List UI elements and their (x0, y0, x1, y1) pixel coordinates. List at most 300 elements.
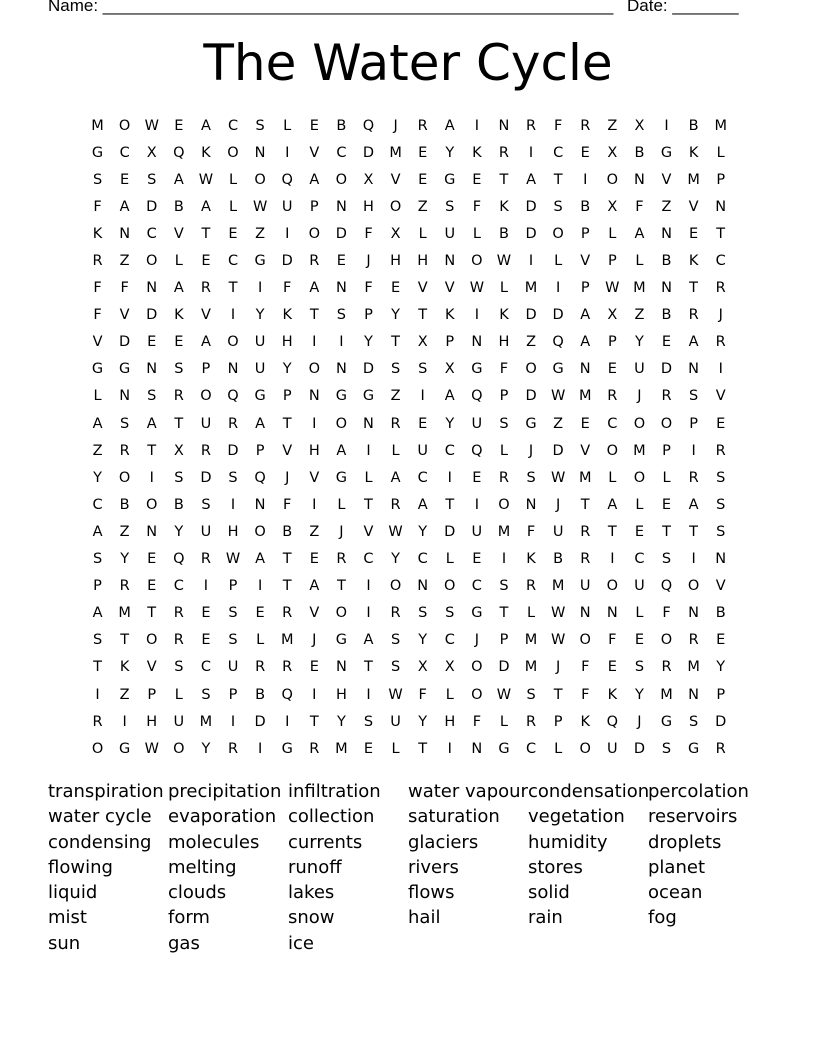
grid-letter[interactable]: C (417, 469, 428, 486)
grid-letter[interactable]: N (688, 686, 700, 703)
grid-letter[interactable]: N (688, 605, 700, 622)
grid-letter[interactable]: J (637, 388, 642, 405)
grid-letter[interactable]: N (335, 198, 347, 215)
grid-letter[interactable]: A (336, 442, 347, 459)
grid-letter[interactable]: I (664, 117, 669, 134)
grid-letter[interactable]: S (526, 469, 536, 486)
grid-letter[interactable]: M (524, 280, 538, 297)
grid-letter[interactable]: S (147, 171, 157, 188)
grid-letter[interactable]: I (528, 253, 534, 270)
grid-letter[interactable]: T (364, 496, 373, 513)
grid-letter[interactable]: W (550, 632, 566, 649)
grid-letter[interactable]: I (718, 361, 723, 378)
grid-letter[interactable]: O (606, 442, 619, 459)
grid-letter[interactable]: S (716, 523, 726, 540)
grid-letter[interactable]: R (282, 605, 293, 622)
grid-letter[interactable]: E (418, 415, 428, 432)
grid-letter[interactable]: Y (445, 144, 455, 161)
grid-letter[interactable]: R (390, 496, 401, 513)
grid-letter[interactable]: Z (119, 686, 130, 703)
grid-letter[interactable]: R (390, 605, 401, 622)
grid-letter[interactable]: F (364, 280, 373, 297)
grid-letter[interactable]: R (92, 253, 103, 270)
grid-letter[interactable]: U (417, 442, 428, 459)
grid-letter[interactable]: F (635, 198, 644, 215)
grid-letter[interactable]: X (417, 334, 428, 351)
grid-letter[interactable]: E (309, 659, 319, 676)
grid-letter[interactable]: D (444, 523, 456, 540)
grid-letter[interactable]: J (556, 496, 561, 513)
grid-letter[interactable]: N (606, 605, 618, 622)
grid-letter[interactable]: G (119, 361, 131, 378)
grid-letter[interactable]: E (580, 144, 590, 161)
grid-letter[interactable]: R (200, 551, 211, 568)
grid-letter[interactable]: M (118, 605, 131, 622)
grid-letter[interactable]: D (362, 361, 375, 378)
grid-letter[interactable]: U (254, 334, 266, 351)
grid-letter[interactable]: B (336, 117, 347, 134)
grid-letter[interactable]: D (660, 361, 673, 378)
grid-letter[interactable]: Y (120, 551, 130, 568)
grid-letter[interactable]: H (390, 253, 402, 270)
grid-letter[interactable]: N (715, 551, 727, 568)
grid-letter[interactable]: E (661, 496, 672, 513)
grid-letter[interactable]: G (471, 361, 483, 378)
grid-letter[interactable]: O (660, 632, 673, 649)
grid-letter[interactable]: R (688, 469, 699, 486)
grid-letter[interactable]: R (227, 740, 239, 757)
grid-letter[interactable]: N (308, 388, 320, 405)
grid-letter[interactable]: R (688, 307, 699, 324)
grid-letter[interactable]: H (146, 713, 158, 730)
grid-letter[interactable]: E (418, 144, 428, 161)
grid-letter[interactable]: T (607, 523, 617, 540)
grid-letter[interactable]: T (553, 171, 563, 188)
grid-letter[interactable]: A (173, 171, 184, 188)
grid-letter[interactable]: C (227, 253, 239, 270)
grid-letter[interactable]: A (309, 578, 320, 595)
grid-letter[interactable]: A (688, 496, 699, 513)
grid-letter[interactable]: O (552, 225, 564, 242)
grid-letter[interactable]: U (173, 713, 185, 730)
grid-letter[interactable]: P (716, 171, 726, 188)
grid-letter[interactable]: M (687, 171, 700, 188)
grid-letter[interactable]: I (339, 334, 344, 351)
grid-letter[interactable]: I (610, 551, 615, 568)
grid-letter[interactable]: O (471, 686, 483, 703)
grid-letter[interactable]: O (173, 740, 185, 757)
grid-letter[interactable]: T (336, 578, 346, 595)
grid-letter[interactable]: O (579, 740, 591, 757)
grid-letter[interactable]: V (417, 280, 428, 297)
grid-letter[interactable]: W (198, 171, 214, 188)
grid-letter[interactable]: H (417, 253, 429, 270)
grid-letter[interactable]: S (499, 578, 509, 595)
grid-letter[interactable]: S (716, 469, 726, 486)
grid-letter[interactable]: T (418, 740, 428, 757)
grid-letter[interactable]: L (228, 198, 238, 215)
grid-letter[interactable]: R (119, 442, 130, 459)
grid-letter[interactable]: Q (660, 578, 673, 595)
grid-letter[interactable]: H (227, 523, 239, 540)
grid-letter[interactable]: T (147, 442, 157, 459)
grid-letter[interactable]: O (146, 496, 158, 513)
grid-letter[interactable]: S (499, 415, 509, 432)
grid-letter[interactable]: V (309, 144, 320, 161)
grid-letter[interactable]: Y (418, 713, 428, 730)
grid-letter[interactable]: C (363, 551, 374, 568)
grid-letter[interactable]: E (634, 523, 644, 540)
grid-letter[interactable]: L (93, 388, 102, 405)
grid-letter[interactable]: K (499, 307, 509, 324)
grid-letter[interactable]: S (201, 686, 211, 703)
grid-letter[interactable]: B (580, 198, 591, 215)
grid-letter[interactable]: R (526, 578, 537, 595)
grid-letter[interactable]: O (606, 578, 619, 595)
grid-letter[interactable]: P (309, 198, 319, 215)
grid-letter[interactable]: I (366, 578, 371, 595)
grid-letter[interactable]: A (634, 225, 645, 242)
grid-letter[interactable]: T (689, 523, 699, 540)
grid-letter[interactable]: I (285, 225, 290, 242)
grid-letter[interactable]: Q (606, 713, 619, 730)
grid-letter[interactable]: A (444, 388, 455, 405)
grid-letter[interactable]: P (607, 253, 617, 270)
grid-letter[interactable]: A (363, 632, 374, 649)
grid-letter[interactable]: R (661, 388, 672, 405)
grid-letter[interactable]: O (579, 632, 591, 649)
grid-letter[interactable]: L (391, 740, 400, 757)
grid-letter[interactable]: N (363, 415, 374, 432)
grid-letter[interactable]: O (227, 144, 239, 161)
grid-letter[interactable]: N (471, 334, 483, 351)
grid-letter[interactable]: O (335, 415, 348, 432)
grid-letter[interactable]: A (200, 117, 211, 134)
grid-letter[interactable]: S (716, 496, 726, 513)
grid-letter[interactable]: R (498, 144, 509, 161)
grid-letter[interactable]: S (634, 659, 645, 676)
grid-letter[interactable]: U (390, 713, 401, 730)
grid-letter[interactable]: E (716, 415, 726, 432)
grid-letter[interactable]: L (499, 713, 508, 730)
grid-letter[interactable]: O (146, 632, 158, 649)
grid-letter[interactable]: Y (634, 334, 644, 351)
grid-letter[interactable]: Z (309, 523, 320, 540)
grid-letter[interactable]: S (661, 740, 672, 757)
grid-letter[interactable]: E (201, 632, 211, 649)
grid-letter[interactable]: K (472, 144, 482, 161)
grid-letter[interactable]: S (418, 605, 428, 622)
grid-letter[interactable]: T (391, 334, 400, 351)
grid-letter[interactable]: N (579, 605, 591, 622)
grid-letter[interactable]: F (418, 686, 427, 703)
grid-letter[interactable]: M (578, 388, 592, 405)
grid-letter[interactable]: K (174, 307, 184, 324)
grid-letter[interactable]: O (444, 578, 456, 595)
grid-letter[interactable]: Z (661, 198, 672, 215)
grid-letter[interactable]: M (335, 740, 348, 757)
grid-letter[interactable]: V (715, 388, 726, 405)
grid-letter[interactable]: R (227, 415, 239, 432)
grid-letter[interactable]: L (364, 469, 373, 486)
grid-letter[interactable]: S (228, 605, 238, 622)
grid-letter[interactable]: P (445, 334, 455, 351)
grid-letter[interactable]: U (200, 523, 212, 540)
grid-letter[interactable]: Y (93, 469, 102, 486)
grid-letter[interactable]: R (200, 442, 211, 459)
grid-letter[interactable]: I (95, 686, 100, 703)
grid-letter[interactable]: T (282, 578, 292, 595)
grid-letter[interactable]: C (146, 225, 157, 242)
grid-letter[interactable]: T (147, 605, 157, 622)
grid-letter[interactable]: G (552, 361, 564, 378)
grid-letter[interactable]: C (227, 117, 239, 134)
grid-letter[interactable]: E (472, 469, 482, 486)
grid-letter[interactable]: A (173, 280, 184, 297)
grid-letter[interactable]: P (607, 334, 617, 351)
grid-letter[interactable]: B (119, 496, 130, 513)
grid-letter[interactable]: D (498, 659, 510, 676)
grid-letter[interactable]: I (312, 686, 317, 703)
grid-letter[interactable]: J (393, 117, 398, 134)
grid-letter[interactable]: N (119, 225, 131, 242)
grid-letter[interactable]: Y (255, 307, 265, 324)
grid-letter[interactable]: N (715, 198, 727, 215)
grid-letter[interactable]: P (228, 578, 238, 595)
grid-letter[interactable]: Y (282, 361, 292, 378)
grid-letter[interactable]: L (337, 496, 346, 513)
grid-letter[interactable]: I (257, 578, 263, 595)
grid-letter[interactable]: P (499, 388, 509, 405)
grid-letter[interactable]: A (309, 171, 320, 188)
grid-letter[interactable]: N (119, 388, 131, 405)
grid-letter[interactable]: A (92, 415, 103, 432)
grid-letter[interactable]: E (255, 605, 265, 622)
grid-letter[interactable]: T (201, 225, 211, 242)
grid-letter[interactable]: Y (634, 686, 644, 703)
grid-letter[interactable]: E (607, 361, 617, 378)
grid-letter[interactable]: Q (254, 469, 266, 486)
grid-letter[interactable]: H (498, 334, 510, 351)
grid-letter[interactable]: N (661, 225, 672, 242)
grid-letter[interactable]: A (526, 171, 536, 188)
grid-letter[interactable]: N (254, 496, 266, 513)
grid-letter[interactable]: N (146, 280, 158, 297)
grid-letter[interactable]: W (252, 198, 268, 215)
grid-letter[interactable]: E (309, 117, 319, 134)
grid-letter[interactable]: M (660, 686, 673, 703)
grid-letter[interactable]: Z (417, 198, 428, 215)
grid-letter[interactable]: O (200, 388, 212, 405)
grid-letter[interactable]: A (200, 198, 211, 215)
grid-letter[interactable]: O (254, 523, 266, 540)
grid-letter[interactable]: U (200, 415, 212, 432)
grid-letter[interactable]: Q (471, 442, 483, 459)
grid-letter[interactable]: A (200, 334, 211, 351)
grid-letter[interactable]: F (581, 659, 590, 676)
grid-letter[interactable]: U (552, 523, 564, 540)
grid-letter[interactable]: B (661, 307, 672, 324)
grid-letter[interactable]: S (445, 605, 455, 622)
grid-letter[interactable]: R (309, 740, 320, 757)
grid-letter[interactable]: G (91, 361, 104, 378)
grid-letter[interactable]: H (308, 442, 320, 459)
grid-letter[interactable]: I (366, 442, 371, 459)
grid-letter[interactable]: L (527, 605, 536, 622)
grid-letter[interactable]: D (200, 469, 212, 486)
grid-letter[interactable]: R (661, 659, 672, 676)
grid-letter[interactable]: M (524, 659, 538, 676)
grid-letter[interactable]: C (336, 144, 347, 161)
grid-letter[interactable]: Y (336, 713, 346, 730)
grid-letter[interactable]: H (335, 686, 347, 703)
grid-letter[interactable]: D (227, 442, 239, 459)
grid-letter[interactable]: T (282, 551, 292, 568)
grid-letter[interactable]: O (146, 253, 158, 270)
grid-letter[interactable]: L (499, 280, 508, 297)
grid-letter[interactable]: R (336, 551, 347, 568)
grid-letter[interactable]: O (118, 117, 131, 134)
grid-letter[interactable]: R (715, 442, 726, 459)
grid-letter[interactable]: K (282, 307, 292, 324)
grid-letter[interactable]: W (388, 686, 403, 703)
grid-letter[interactable]: S (174, 469, 184, 486)
grid-letter[interactable]: Z (255, 225, 266, 242)
grid-letter[interactable]: I (122, 713, 127, 730)
grid-letter[interactable]: I (447, 469, 452, 486)
grid-letter[interactable]: P (93, 578, 102, 595)
grid-letter[interactable]: S (228, 469, 238, 486)
grid-letter[interactable]: R (498, 469, 509, 486)
grid-letter[interactable]: R (417, 117, 428, 134)
grid-letter[interactable]: M (687, 659, 700, 676)
grid-letter[interactable]: T (309, 713, 319, 730)
grid-letter[interactable]: R (526, 117, 537, 134)
grid-letter[interactable]: X (444, 659, 455, 676)
grid-letter[interactable]: B (173, 198, 184, 215)
grid-letter[interactable]: M (199, 713, 213, 730)
grid-letter[interactable]: F (526, 523, 536, 540)
grid-letter[interactable]: E (472, 551, 482, 568)
grid-letter[interactable]: L (228, 171, 238, 188)
grid-letter[interactable]: L (608, 469, 617, 486)
grid-letter[interactable]: A (580, 334, 591, 351)
grid-letter[interactable]: P (147, 686, 157, 703)
grid-letter[interactable]: Z (526, 334, 537, 351)
grid-letter[interactable]: G (660, 144, 673, 161)
grid-letter[interactable]: I (230, 307, 236, 324)
grid-letter[interactable]: C (471, 578, 482, 595)
grid-letter[interactable]: U (444, 225, 456, 242)
grid-letter[interactable]: P (499, 632, 509, 649)
grid-letter[interactable]: I (528, 144, 534, 161)
grid-letter[interactable]: D (362, 144, 375, 161)
grid-letter[interactable]: D (715, 713, 727, 730)
grid-letter[interactable]: M (551, 578, 565, 595)
grid-letter[interactable]: L (283, 117, 292, 134)
grid-letter[interactable]: D (552, 307, 564, 324)
grid-letter[interactable]: D (525, 198, 537, 215)
grid-letter[interactable]: S (174, 659, 184, 676)
grid-letter[interactable]: V (688, 198, 699, 215)
grid-letter[interactable]: E (634, 632, 644, 649)
grid-letter[interactable]: D (281, 253, 293, 270)
grid-letter[interactable]: X (444, 361, 455, 378)
grid-letter[interactable]: T (662, 523, 671, 540)
grid-letter[interactable]: F (283, 496, 292, 513)
grid-letter[interactable]: I (230, 713, 236, 730)
grid-letter[interactable]: F (608, 632, 617, 649)
grid-letter[interactable]: A (92, 605, 103, 622)
grid-letter[interactable]: S (689, 713, 699, 730)
grid-letter[interactable]: D (254, 713, 266, 730)
grid-letter[interactable]: L (662, 469, 671, 486)
grid-letter[interactable]: J (718, 307, 723, 324)
grid-letter[interactable]: F (93, 280, 102, 297)
grid-letter[interactable]: A (607, 496, 618, 513)
grid-letter[interactable]: P (689, 415, 698, 432)
grid-letter[interactable]: A (390, 469, 401, 486)
grid-letter[interactable]: C (417, 551, 428, 568)
grid-letter[interactable]: T (120, 632, 130, 649)
grid-letter[interactable]: L (716, 144, 725, 161)
grid-letter[interactable]: L (635, 496, 644, 513)
grid-letter[interactable]: Q (173, 144, 185, 161)
grid-letter[interactable]: M (633, 280, 646, 297)
grid-letter[interactable]: Y (174, 523, 184, 540)
grid-letter[interactable]: J (312, 632, 317, 649)
grid-letter[interactable]: D (525, 388, 537, 405)
grid-letter[interactable]: E (147, 578, 157, 595)
grid-letter[interactable]: T (445, 496, 455, 513)
grid-letter[interactable]: V (119, 307, 130, 324)
grid-letter[interactable]: C (444, 632, 455, 649)
grid-letter[interactable]: Z (390, 388, 401, 405)
grid-letter[interactable]: P (201, 361, 211, 378)
grid-letter[interactable]: C (553, 144, 564, 161)
grid-letter[interactable]: N (525, 496, 537, 513)
grid-letter[interactable]: S (336, 307, 346, 324)
grid-letter[interactable]: W (550, 469, 566, 486)
grid-letter[interactable]: X (417, 659, 428, 676)
grid-letter[interactable]: W (496, 253, 512, 270)
grid-letter[interactable]: N (417, 578, 429, 595)
grid-letter[interactable]: P (662, 442, 671, 459)
grid-letter[interactable]: M (524, 632, 538, 649)
grid-letter[interactable]: Q (227, 388, 239, 405)
grid-letter[interactable]: Q (281, 686, 293, 703)
grid-letter[interactable]: N (335, 280, 347, 297)
grid-letter[interactable]: R (309, 253, 320, 270)
grid-letter[interactable]: V (390, 171, 401, 188)
grid-letter[interactable]: E (418, 171, 428, 188)
grid-letter[interactable]: M (633, 442, 646, 459)
grid-letter[interactable]: X (607, 198, 618, 215)
grid-letter[interactable]: V (200, 307, 211, 324)
grid-letter[interactable]: F (499, 361, 509, 378)
grid-letter[interactable]: V (580, 442, 591, 459)
grid-letter[interactable]: J (285, 469, 290, 486)
grid-letter[interactable]: G (335, 469, 348, 486)
grid-letter[interactable]: T (580, 496, 590, 513)
grid-letter[interactable]: T (93, 659, 102, 676)
grid-letter[interactable]: P (282, 388, 292, 405)
grid-letter[interactable]: L (635, 253, 644, 270)
grid-letter[interactable]: N (444, 253, 456, 270)
grid-letter[interactable]: K (607, 686, 618, 703)
grid-letter[interactable]: L (174, 253, 183, 270)
grid-letter[interactable]: C (444, 442, 455, 459)
